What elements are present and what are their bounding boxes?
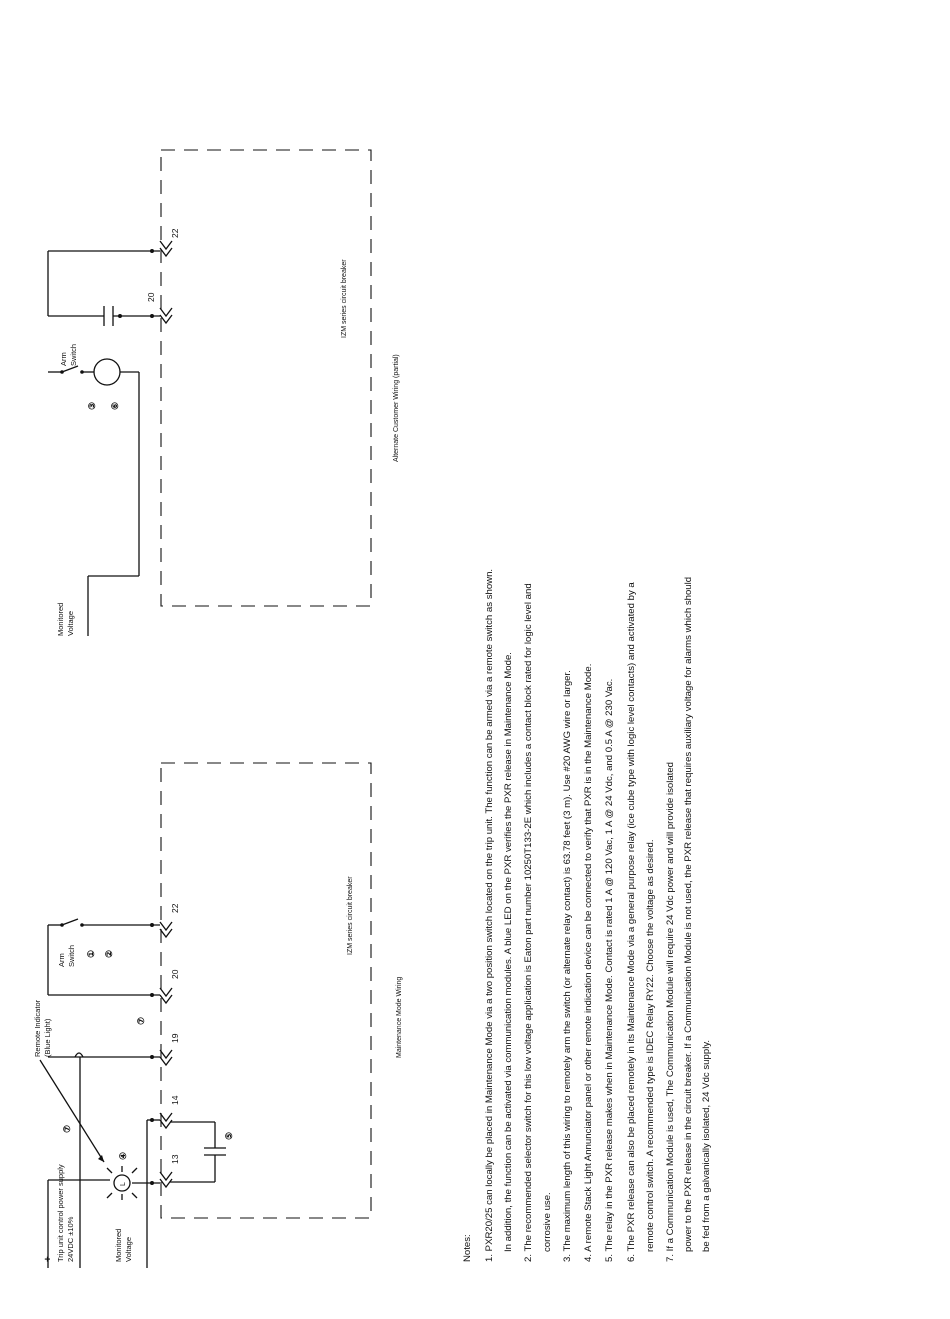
note-7-cont-2: be fed from a galvanically isolated, 24 Vdc supply. <box>701 1039 712 1252</box>
terminal-22-a: 22 <box>170 903 180 913</box>
note-2-cont: corrosive use. <box>542 1192 553 1252</box>
terminal-arrows-a <box>160 922 172 1187</box>
note-7: 7. If a Communication Module is used, The Communication Module will require 24 Vdc power and will provide isolated <box>665 761 676 1262</box>
arm-switch-label-a-2: Switch <box>67 944 76 967</box>
terminal-14-a: 14 <box>170 1095 180 1105</box>
maintenance-mode-wiring-diagram <box>33 763 403 1268</box>
note-2: 2. The recommended selector switch for this low voltage application is Eaton part number 10250T133-2E which includes a contact block rated for logic level and <box>523 583 534 1262</box>
note-1: 1. PXR20/25 can locally be placed in Maintenance Mode via a two position switch located on the trip unit. The function can be armed via a remote switch as shown. <box>484 568 495 1262</box>
alternate-customer-wiring-diagram <box>48 150 400 636</box>
arm-switch-label-b-2: Switch <box>69 343 78 366</box>
terminal-arrows-b <box>160 241 172 323</box>
breaker-b-boundary <box>161 150 371 606</box>
note-7-cont: power to the PXR release in the circuit breaker. If a Communication Module is not used, the PXR release that requires auxiliary voltage for alarms which should <box>683 576 694 1252</box>
terminal-13-a: 13 <box>170 1154 180 1164</box>
breaker-b-label: IZM series circuit breaker <box>341 259 348 338</box>
note-6: 6. The PXR release can also be placed remotely in its Maintenance Mode via a general purpose relay (ice cube type with logic level contacts) and activated by a <box>626 582 637 1262</box>
remote-indicator-sub: (Blue Light) <box>43 1018 52 1057</box>
note-1-cont: In addition, the function can be activated via communication modules. A blue LED on the PXR verifies the PXR release in Maintenance Mode. <box>503 652 514 1252</box>
wires-b <box>48 249 160 636</box>
arm-switch-label-a: Arm <box>57 953 66 967</box>
note-4: 4. A remote Stack Light Annunciator panel or other remote indication device can be connected to verify that PXR is in the Maintenance Mode. <box>583 663 594 1262</box>
wires-a <box>40 919 226 1268</box>
note-5: 5. The relay in the PXR release makes when in Maintenance Mode. Contact is rated 1 A @ 120 Vac, 1 A @ 24 Vdc, and 0.5 A @ 230 Vac. <box>604 678 615 1262</box>
terminal-22-b: 22 <box>170 228 180 238</box>
note-6-cont: remote control switch. A recommended type is IDEC Relay RY22. Choose the voltage as desired. <box>645 839 656 1252</box>
terminal-19-a: 19 <box>170 1033 180 1043</box>
arm-switch-label-b: Arm <box>59 352 68 366</box>
remote-indicator-label: Remote Indicator <box>33 999 42 1057</box>
notes-heading: Notes: <box>462 1234 473 1262</box>
supply-rating: 24VDC ±10% <box>66 1216 75 1262</box>
monitored-voltage-label-a-2: Voltage <box>124 1236 133 1262</box>
callout-5: ⑤ <box>224 1131 234 1140</box>
breaker-a-label: IZM series circuit breaker <box>347 876 354 955</box>
callout-2: ② <box>104 949 114 958</box>
lamp-letter: L <box>120 1182 127 1186</box>
callout-1: ① <box>86 949 96 958</box>
breaker-a-boundary <box>161 763 371 1218</box>
terminal-20-b: 20 <box>146 292 156 302</box>
supply-label: Trip unit control power supply <box>56 1164 65 1262</box>
diagram-a-caption: Maintenance Mode Wiring <box>396 976 403 1058</box>
terminal-20-a: 20 <box>170 969 180 979</box>
callout-3: ③ <box>87 401 97 410</box>
diagram-b-caption: Alternate Customer Wiring (partial) <box>393 354 400 462</box>
callout-7-b: ⑦ <box>136 1016 146 1025</box>
callout-4: ④ <box>118 1151 128 1160</box>
note-3: 3. The maximum length of this wiring to remotely arm the switch (or alternate relay contact) is 63.78 feet (3 m). Use #20 AWG wire or larger. <box>562 670 573 1262</box>
monitored-voltage-label-b: Monitored <box>56 602 65 636</box>
callout-6: ⑥ <box>110 401 120 410</box>
monitored-voltage-label-a: Monitored <box>114 1228 123 1262</box>
callout-7-a: ⑦ <box>62 1124 72 1133</box>
notes-section <box>462 569 712 1262</box>
plus-sign: + <box>43 1256 54 1262</box>
monitored-voltage-label-b-2: Voltage <box>66 610 75 636</box>
